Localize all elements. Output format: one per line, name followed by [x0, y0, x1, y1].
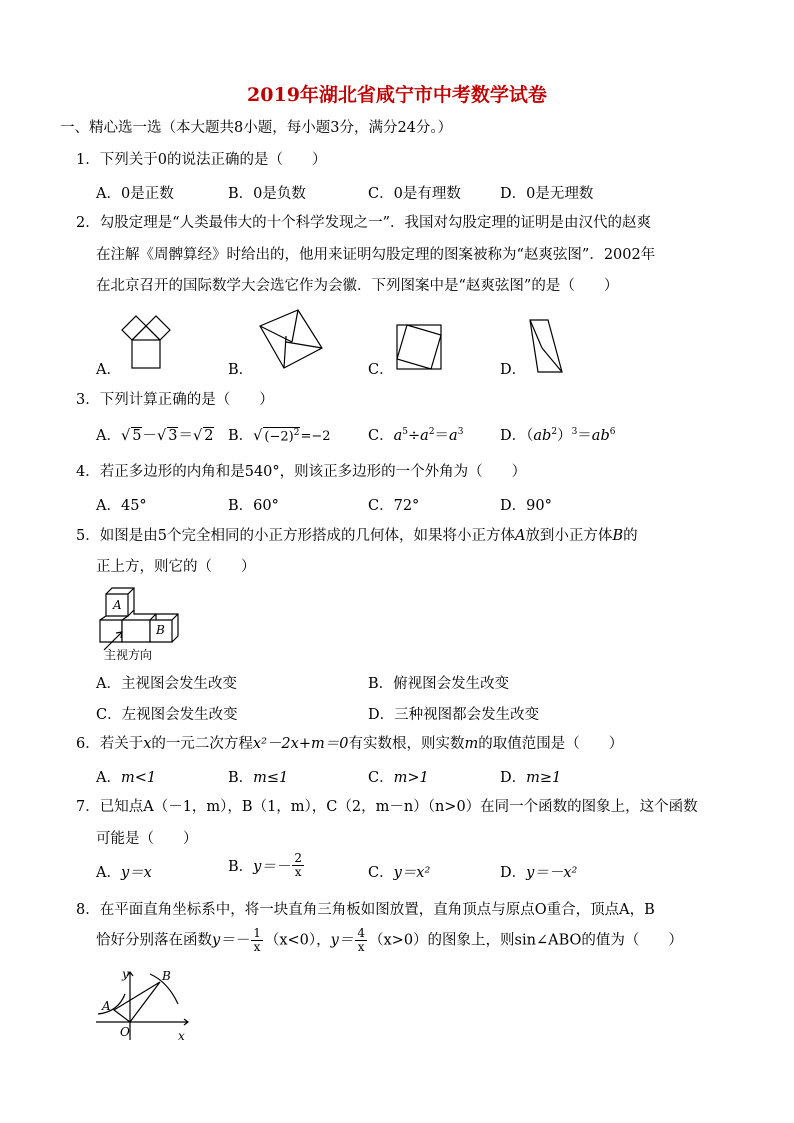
q6-option-b — [228, 766, 288, 787]
q3-d-label: D． — [500, 428, 527, 444]
q3-option-c — [368, 424, 463, 445]
q3-option-b — [228, 424, 331, 445]
q5-option-b: B．俯视图会发生改变 — [368, 676, 510, 692]
q6-c-expr: m>1 — [393, 770, 429, 786]
q7-option-c — [368, 861, 430, 882]
q8-axis-x-label: x — [178, 1029, 185, 1043]
q3-d-exp-3: 6 — [609, 427, 616, 438]
q7-c-expr: y＝x² — [393, 865, 431, 881]
section-heading: 一、精心选一选（本大题共8小题，每小题3分，满分24分。） — [60, 120, 453, 136]
question-4-stem: 4．若正多边形的内角和是540°，则该正多边形的一个外角为（ ） — [76, 464, 527, 480]
q6-c-label: C． — [368, 770, 394, 786]
q6-d-label: D． — [500, 770, 527, 786]
q5-var-a: A — [514, 528, 526, 544]
sqrt-icon: √ — [253, 428, 263, 444]
question-5-line-2: 正上方，则它的（ ） — [96, 559, 256, 575]
q3-option-d — [500, 424, 615, 445]
question-8-line-2 — [96, 927, 683, 954]
q5-figure-caption: 主视方向 — [104, 648, 153, 662]
q6-a-expr: m<1 — [120, 770, 157, 786]
q2-figure-a — [120, 312, 180, 372]
q6-a-label: A． — [96, 770, 121, 786]
question-7-line-2: 可能是（ ） — [96, 831, 198, 847]
q3-d-exp-2: 3 — [571, 427, 578, 438]
q7-b-denominator: x — [294, 865, 302, 879]
q8-f2-fraction — [355, 927, 367, 954]
q7-d-expr: y＝－x² — [526, 865, 578, 881]
q8-f1-numerator: 1 — [253, 926, 261, 940]
q7-d-label: D． — [500, 865, 527, 881]
q6-var-m: m — [464, 736, 479, 752]
q8-origin-label: O — [120, 1025, 130, 1039]
q3-a-equals: ＝ — [178, 428, 193, 444]
q4-option-d: D．90° — [500, 498, 552, 514]
q3-d-exp-1: 2 — [551, 427, 558, 438]
q1-option-b: B．0是负数 — [228, 186, 306, 202]
q8-f1-prefix: y＝－ — [212, 932, 250, 949]
q6-b-label: B． — [228, 770, 254, 786]
q3-d-ab-2: ab — [591, 428, 610, 444]
page-title: 2019年湖北省咸宁市中考数学试卷 — [247, 84, 547, 106]
q7-option-a — [96, 861, 152, 882]
question-2-line-2: 在注解《周髀算经》时给出的，他用来证明勾股定理的图案被称为“赵爽弦图”．2002年 — [96, 247, 656, 263]
question-2-line-1: 2．勾股定理是“人类最伟大的十个科学发现之一”．我国对勾股定理的证明是由汉代的赵爽 — [76, 215, 652, 231]
q5-option-c: C．左视图会发生改变 — [96, 707, 238, 723]
q7-c-label: C． — [368, 865, 394, 881]
q3-c-base-1: a — [393, 428, 403, 444]
q5-line1-mid: 放到小正方体 — [525, 528, 613, 544]
q4-option-a: A．45° — [96, 498, 147, 514]
q2-figure-c — [396, 324, 446, 374]
q2-option-c: C． — [368, 362, 394, 378]
q6-b-expr: m≤1 — [253, 770, 289, 786]
q3-c-base-2: a — [420, 428, 429, 444]
q7-a-expr: y＝x — [120, 865, 152, 881]
sqrt-icon: √ — [156, 428, 167, 444]
q3-d-close: ） — [557, 428, 572, 444]
q8-line2-pre: 恰好分别落在函数 — [96, 932, 212, 949]
q7-a-label: A． — [96, 865, 121, 881]
q5-option-d: D．三种视图都会发生改变 — [368, 707, 540, 723]
q3-b-inner: (−2) — [264, 429, 294, 444]
question-8-line-1: 8．在平面直角坐标系中，将一块直角三角板如图放置，直角顶点与原点O重合，顶点A，B — [76, 902, 655, 918]
q3-a-minus: － — [142, 428, 157, 444]
q8-point-a-label: A — [102, 999, 111, 1013]
q5-line1-post: 的 — [623, 528, 638, 544]
q5-option-a: A．主视图会发生改变 — [96, 676, 237, 692]
q7-option-b — [228, 852, 306, 879]
q6-option-c — [368, 766, 429, 787]
sqrt-icon: √ — [120, 428, 131, 444]
q7-b-label: B． — [228, 859, 254, 875]
q4-option-c: C．72° — [368, 498, 420, 514]
q6-mid-2: 有实数根，则实数 — [348, 736, 465, 752]
q3-a-radicand-3: 2 — [204, 428, 214, 444]
q2-figure-b — [258, 308, 328, 373]
q7-b-numerator: 2 — [294, 851, 302, 865]
q2-option-d: D． — [500, 362, 527, 378]
question-5-line-1 — [76, 526, 638, 546]
q1-option-d: D．0是无理数 — [500, 186, 594, 202]
q2-figure-d — [528, 318, 568, 378]
q5-figure-label-a: A — [113, 598, 122, 612]
q8-f1-condition: （x<0）， — [264, 932, 331, 949]
q3-b-label: B． — [228, 428, 254, 444]
q7-b-fraction — [292, 852, 304, 879]
q8-point-b-label: B — [162, 969, 171, 983]
q3-b-exponent: 2 — [293, 427, 300, 438]
q6-option-a — [96, 766, 156, 787]
q3-a-radicand-2: 3 — [168, 428, 178, 444]
q1-option-a: A．0是正数 — [96, 186, 174, 202]
q3-a-label: A． — [96, 428, 121, 444]
q6-equation: x²－2x+m＝0 — [252, 736, 349, 752]
question-3-stem: 3．下列计算正确的是（ ） — [76, 392, 274, 408]
q7-b-prefix: y＝－ — [253, 859, 291, 875]
q3-option-a — [96, 424, 214, 445]
q6-post: 的取值范围是（ ） — [478, 736, 624, 752]
q5-var-b: B — [612, 528, 624, 544]
q6-pre: 6．若关于 — [76, 736, 144, 752]
q2-option-a: A． — [96, 362, 121, 378]
q3-c-divide: ÷ — [408, 428, 421, 444]
q5-figure-label-b: B — [156, 623, 165, 637]
q1-option-c: C．0是有理数 — [368, 186, 461, 202]
q3-d-open: （ — [526, 428, 534, 444]
q3-d-equals: ＝ — [577, 428, 592, 444]
q4-option-b: B．60° — [228, 498, 279, 514]
q8-f1-denominator: x — [253, 940, 261, 954]
q7-option-d — [500, 861, 577, 882]
sqrt-icon: √ — [192, 428, 203, 444]
q3-c-label: C． — [368, 428, 394, 444]
question-7-line-1: 7．已知点A（－1，m），B（1，m），C（2，m－n）（n>0）在同一个函数的图象上，这个函数 — [76, 799, 698, 815]
q8-f2-numerator: 4 — [357, 926, 365, 940]
q3-b-rest: =−2 — [300, 429, 331, 444]
q3-c-base-3: a — [449, 428, 458, 444]
q8-f1-fraction — [251, 927, 263, 954]
question-6-stem — [76, 734, 623, 754]
q2-option-b: B． — [228, 362, 254, 378]
q3-c-exp-3: 3 — [457, 427, 464, 438]
q3-c-exp-2: 2 — [428, 427, 435, 438]
q8-f2-condition: （x>0）的图象上，则sin∠ABO的值为（ ） — [369, 932, 683, 949]
q6-mid-1: 的一元二次方程 — [151, 736, 253, 752]
q6-var-x: x — [143, 736, 152, 752]
q3-c-exp-1: 5 — [402, 427, 408, 438]
q5-line1-pre: 5．如图是由5个完全相同的小正方形搭成的几何体，如果将小正方体 — [76, 528, 515, 544]
q6-option-d — [500, 766, 561, 787]
question-1-stem: 1．下列关于0的说法正确的是（ ） — [76, 152, 327, 168]
q8-f2-denominator: x — [357, 940, 365, 954]
q6-d-expr: m≥1 — [526, 770, 562, 786]
question-2-line-3: 在北京召开的国际数学大会选它作为会徽．下列图案中是“赵爽弦图”的是（ ） — [96, 278, 619, 294]
q3-a-radicand-1: 5 — [132, 428, 142, 444]
q8-coordinate-figure — [92, 966, 202, 1044]
q8-axis-y-label: y — [122, 967, 129, 981]
q8-f2-prefix: y＝ — [330, 932, 354, 949]
q3-d-ab: ab — [533, 428, 552, 444]
q3-c-equals: ＝ — [434, 428, 450, 444]
